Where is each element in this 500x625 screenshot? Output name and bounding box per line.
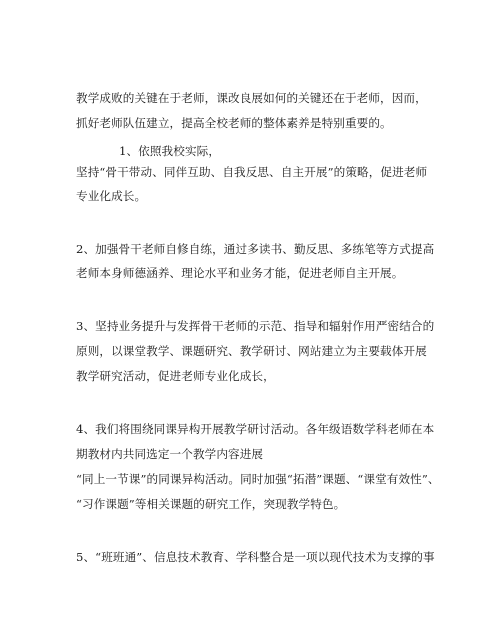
text-line-11: 4、我们将围绕同课异构开展教学研讨活动。各年级语数学科老师在本	[76, 422, 435, 436]
text-line-7: 老师本身师德涵养、理论水平和业务才能，促进老师自主开展。	[76, 266, 404, 280]
text-line-13: “同上一节课”的同课异构活动。同时加强“拓潜”课题、“课堂有效性”、	[76, 472, 440, 486]
text-line-2: 抓好老师队伍建立，提高全校老师的整体素养是特别重要的。	[76, 116, 392, 130]
text-line-8: 3、坚持业务提升与发挥骨干老师的示范、指导和辐射作用严密结合的	[76, 319, 435, 333]
text-line-6: 2、加强骨干老师自修自练，通过多读书、勤反思、多练笔等方式提高	[76, 242, 435, 256]
text-line-4: 坚持“骨干带动、同伴互助、自我反思、自主开展”的策略，促进老师	[76, 165, 428, 179]
text-line-15: 5、“班班通”、信息技术教育、学科整合是一项以现代技术为支撑的事	[76, 550, 435, 564]
text-line-9: 原则，以课堂教学、课题研究、教学研讨、网站建立为主要载体开展	[76, 344, 427, 358]
text-line-12: 期教材内共同选定一个教学内容进展	[76, 447, 264, 461]
text-line-3: 1、依照我校实际，	[119, 144, 221, 158]
text-line-1: 教学成败的关键在于老师，课改良展如何的关键还在于老师，因而，	[76, 91, 427, 105]
text-line-5: 专业化成长。	[76, 189, 147, 203]
text-line-14: “习作课题”等相关课题的研究工作，突现教学特色。	[76, 497, 346, 511]
text-line-10: 教学研究活动，促进老师专业化成长，	[76, 369, 275, 383]
